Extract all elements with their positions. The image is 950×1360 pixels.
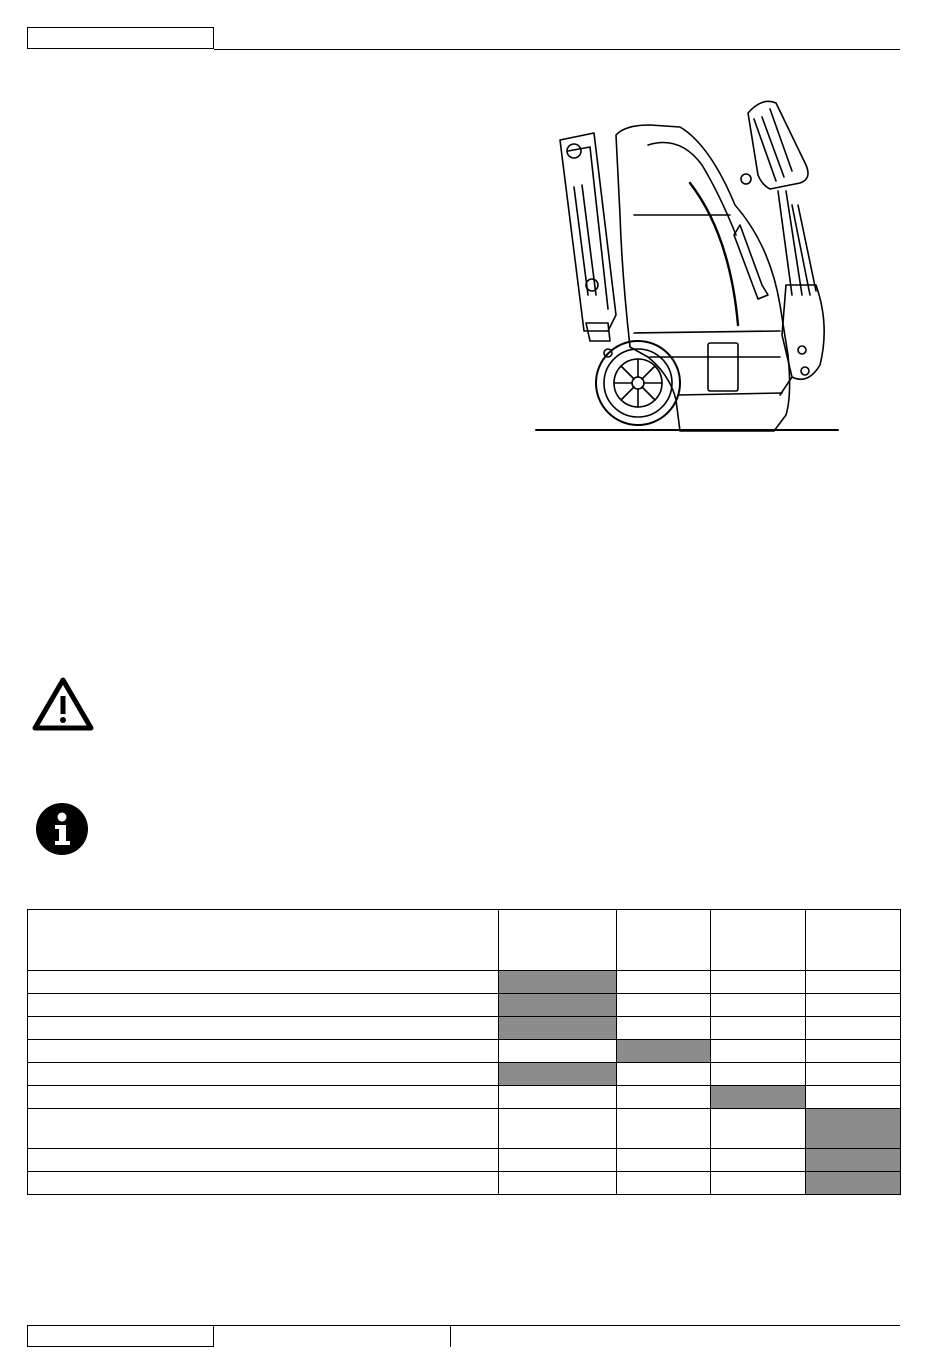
mark-cell — [711, 1109, 806, 1149]
mark-cell — [617, 1063, 711, 1086]
table-header-cell — [806, 910, 901, 971]
mark-cell — [806, 1086, 901, 1109]
mark-cell — [499, 1040, 617, 1063]
mark-cell — [711, 1172, 806, 1195]
mark-cell — [806, 1017, 901, 1040]
mark-cell — [711, 1149, 806, 1172]
table-row — [28, 1017, 901, 1040]
warning-triangle-icon — [32, 676, 94, 732]
mark-cell — [806, 1040, 901, 1063]
row-label — [28, 971, 499, 994]
mark-cell — [617, 1086, 711, 1109]
row-label — [28, 1172, 499, 1195]
mark-cell — [806, 1149, 901, 1172]
mark-cell — [499, 971, 617, 994]
folded-machine-illustration — [530, 95, 845, 435]
mark-cell — [711, 1017, 806, 1040]
table-row — [28, 1040, 901, 1063]
header-box — [27, 27, 214, 49]
table-header-cell — [617, 910, 711, 971]
row-label — [28, 994, 499, 1017]
header-rule — [214, 49, 900, 50]
table-row — [28, 994, 901, 1017]
mark-cell — [617, 971, 711, 994]
table-row — [28, 1109, 901, 1149]
mark-cell — [806, 971, 901, 994]
mark-cell — [617, 1040, 711, 1063]
mark-cell — [499, 1149, 617, 1172]
table-header-cell — [28, 910, 499, 971]
table-row — [28, 1172, 901, 1195]
mark-cell — [617, 1172, 711, 1195]
row-label — [28, 1040, 499, 1063]
row-label — [28, 1149, 499, 1172]
table-row — [28, 1086, 901, 1109]
mark-cell — [499, 1172, 617, 1195]
maintenance-table — [27, 909, 901, 1195]
mark-cell — [499, 1017, 617, 1040]
table-header-row — [28, 910, 901, 971]
mark-cell — [711, 971, 806, 994]
table-header-cell — [711, 910, 806, 971]
mark-cell — [711, 1040, 806, 1063]
mark-cell — [499, 1109, 617, 1149]
info-icon — [36, 803, 88, 855]
mark-cell — [711, 1063, 806, 1086]
mark-cell — [711, 994, 806, 1017]
table-row — [28, 1063, 901, 1086]
row-label — [28, 1017, 499, 1040]
mark-cell — [806, 1172, 901, 1195]
footer-divider — [450, 1325, 451, 1347]
table-header-cell — [499, 910, 617, 971]
table-row — [28, 1149, 901, 1172]
mark-cell — [806, 1063, 901, 1086]
mark-cell — [617, 1109, 711, 1149]
row-label — [28, 1086, 499, 1109]
mark-cell — [711, 1086, 806, 1109]
mark-cell — [617, 994, 711, 1017]
mark-cell — [617, 1149, 711, 1172]
mark-cell — [806, 1109, 901, 1149]
footer-rule — [214, 1325, 900, 1326]
mark-cell — [499, 1086, 617, 1109]
mark-cell — [617, 1017, 711, 1040]
mark-cell — [806, 994, 901, 1017]
footer-box — [27, 1325, 214, 1347]
row-label — [28, 1109, 499, 1149]
table-row — [28, 971, 901, 994]
row-label — [28, 1063, 499, 1086]
mark-cell — [499, 1063, 617, 1086]
mark-cell — [499, 994, 617, 1017]
